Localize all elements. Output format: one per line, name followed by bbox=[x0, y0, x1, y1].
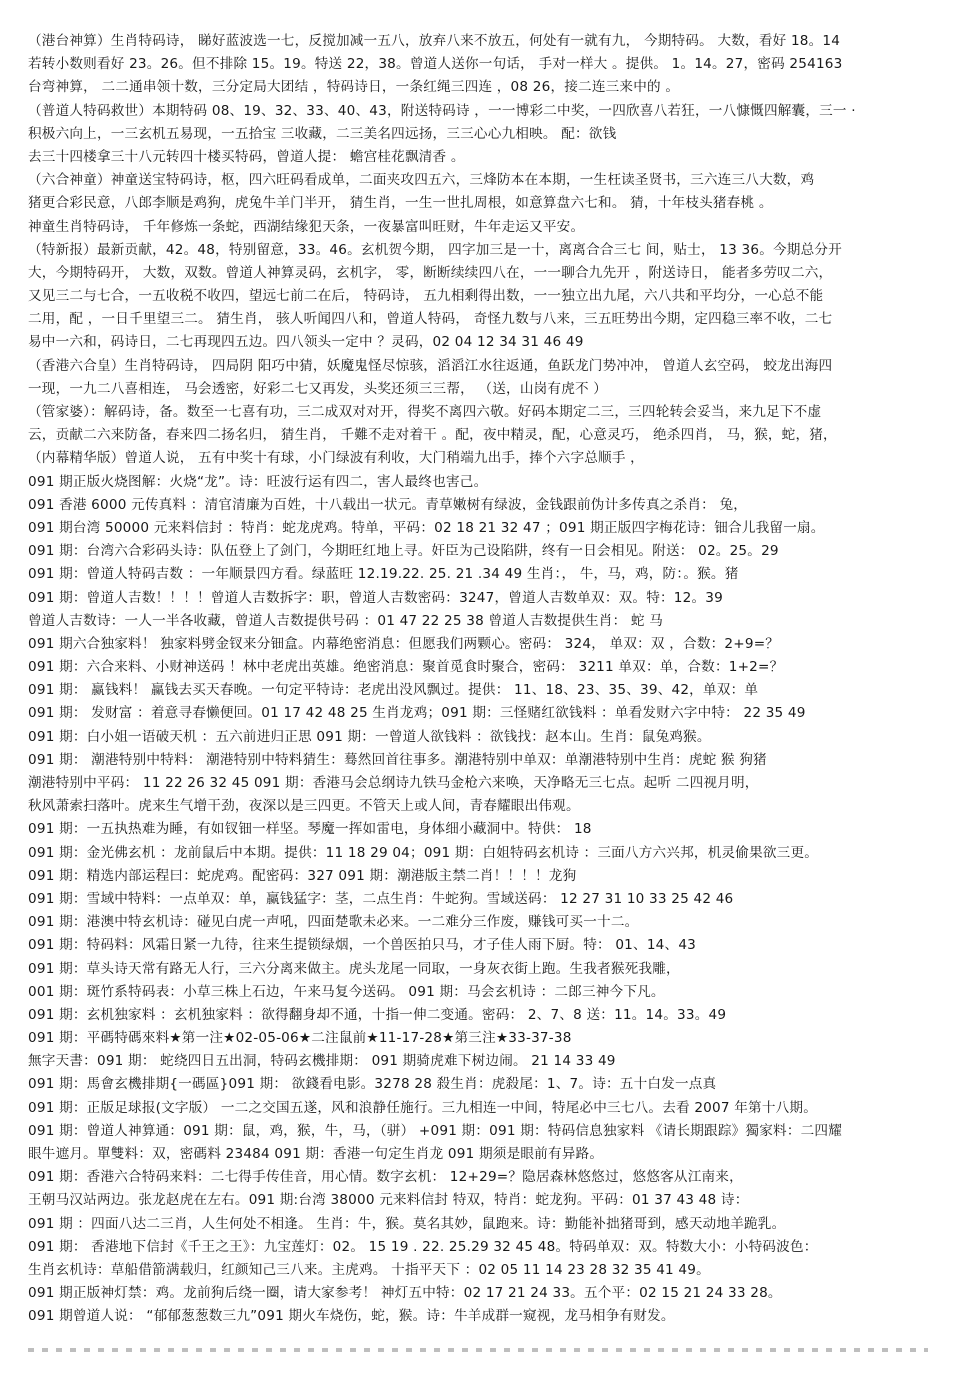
text-line: （六合神童）神童送宝特码诗，枢，四六旺码看成单，二面夹攻四五六，三烽防本在本期，一生枉读圣贤书，三六连三八大数，鸡 bbox=[28, 172, 815, 189]
cropped-text-line-remnant bbox=[28, 1348, 928, 1352]
text-line: 云，贡献二六来防备，春来四二扬名归， 猜生肖， 千難不走对着干 。配，夜中精灵，配，心意灵巧， 绝杀四肖， 马，猴，蛇，猪， bbox=[28, 427, 837, 444]
text-line: 091 期：六合来料、小财神送码 ！林中老虎出英雄。绝密消息：聚首觅食时聚合，密码： 3211 单双：单，合数：1+2=？ bbox=[28, 659, 784, 676]
text-line: 猪更合彩民意，八郎李顺是鸡狗，虎兔牛羊门半开， 猜生肖，一生一世扎周根，如意算盘六七和。 猜，十年枝头猪春桃 。 bbox=[28, 195, 773, 212]
text-line: 又见三二与七合，一五收税不收四，望远七前二在后， 特码诗， 五九相剩得出数，一一独立出九尾，六八共和平均分，一心总不能 bbox=[28, 288, 824, 305]
text-line: 大，今期特码开， 大数，双数。曾道人神算灵码，玄机字， 零，断断续续四八在，一一聊合九先开 ，附送诗日， 能者多劳叹二六， bbox=[28, 264, 833, 281]
text-line: （港台神算）生肖特码诗， 睇好蓝波选一七，反搅加减一五八，放弃八来不放五，何处有一就有九， 今期特码。 大数，看好 18。14 bbox=[28, 33, 841, 49]
text-line: 091 期：特码料：风霜日紧一九待，往来生提锁绿烟，一个兽医拍只马，才子佳人雨下厨。特： 01、14、43 bbox=[28, 937, 697, 954]
text-line: （香港六合皇）生肖特码诗， 四局阴 阳巧中猜，妖魔鬼怪尽惊骇，滔滔江水往返通，鱼跃龙门势冲冲， 曾道人玄空码， 蛟龙出海四 bbox=[28, 357, 833, 374]
text-line: 眼牛遮月。單雙料：双，密碼料 23484 091 期：香港一句定生肖龙 091 期须是眼前有异路。 bbox=[28, 1146, 604, 1162]
text-line: 生肖玄机诗：草船借箭满载归，红颜知己三八来。主虎鸡。 十指平天下 ：02 05 11 14 23 28 32 35 41 49。 bbox=[28, 1261, 710, 1278]
text-line: 易中一六和，码诗日，二七再现四五边。四八领头一定中 ？灵码，02 04 12 34 31 46 49 bbox=[28, 334, 584, 351]
text-line: 091 期：曾道人特码吉数 ：一年顺景四方看。绿蓝旺 12.19.22. 25. 21 .34 49 生肖：， 牛，马，鸡，防：。猴。猪 bbox=[28, 566, 739, 583]
text-line: 091 期： 发财富 ：着意寻春懒便回。01 17 42 48 25 生肖龙鸡；091 期：三怪赌红欲钱料 ：单看发财六字中特： 22 35 49 bbox=[28, 705, 806, 722]
text-line: 091 期：港澳中特玄机诗：碰见白虎一声吼，四面楚歌未必来。一二难分三作废，赚钱可买一十二。 bbox=[28, 914, 639, 931]
text-line: 091 期： 香港地下信封《千王之王》：九宝莲灯：02。 15 19 . 22. 25.29 32 45 48。特码单双：双。特数大小：小特码波色： bbox=[28, 1238, 818, 1255]
text-line: 神童生肖特码诗， 千年修炼一条蛇，西湖结缘犯天条，一夜暴富叫旺财，牛年走运又平安。 bbox=[28, 218, 585, 235]
text-line: 091 期：平碼特碼來料★第一注★02-05-06★二注鼠前★11-17-28★第三注★33-37-38 bbox=[28, 1030, 572, 1047]
text-line: （内幕精华版）曾道人说， 五有中奖十有球，小门绿波有利收，大门稍端九出手，捧个六字总顺手 ， bbox=[28, 450, 644, 467]
text-line: 091 期正版火烧图解：火烧“龙”。诗：旺波行运有四二，害人最终也害己。 bbox=[28, 473, 488, 490]
text-line: 091 期：正版足球报(文字版） 一二之交国五遂，风和浪静任施行。三九相连一中间，特尾必中三七八。去看 2007 年第十八期。 bbox=[28, 1099, 818, 1116]
text-line: 001 期：斑竹系特码表：小草三株上石边，午来马复今送码。 091 期：马会玄机诗 ：二郎三神今下凡。 bbox=[28, 983, 665, 1000]
text-line: 091 期：一五执热难为睡，有如钗钿一样坚。琴魔一挥如雷电，身体细小藏洞中。特供： 18 bbox=[28, 821, 592, 838]
text-line: 去三十四楼拿三十八元转四十楼买特码，曾道人提： 蟾宫桂花飘清香 。 bbox=[28, 148, 465, 165]
text-line: 091 期：玄机独家料 ：玄机独家料 ：欲得翻身却不通，十指一伸二变通。密码： 2、7、8 送：11。14。33。49 bbox=[28, 1006, 727, 1023]
text-line: 091 期：精选内部运程曰：蛇虎鸡。配密码：327 091 期：潮港版主禁二肖！！！！龙狗 bbox=[28, 867, 577, 884]
text-line: 二用，配 ，一日千里望三二。 猜生肖， 骇人听闻四八和，曾道人特码， 奇怪九数与八来，三五旺势出今期，定四稳三率不收，二七 bbox=[28, 311, 833, 328]
text-line: 091 期：馬會玄機排期{一碼區}091 期： 欲錢看电影。3278 28 殺生肖：虎殺尾：1、7。诗：五十白发一点真 bbox=[28, 1076, 717, 1093]
text-line: 曾道人吉数诗：一人一半各收藏，曾道人吉数提供号码 ：01 47 22 25 38 曾道人吉数提供生肖： 蛇 马 bbox=[28, 612, 664, 629]
text-line: 091 期台湾 50000 元来料信封 ：特肖：蛇龙虎鸡。特单，平码：02 18 21 32 47 ；091 期正版四字梅花诗：钿合儿我留一扇。 bbox=[28, 519, 825, 536]
text-line: 無字天書：091 期： 蛇绕四日五出洞，特码玄機排期： 091 期骑虎难下树边闹。 21 14 33 49 bbox=[28, 1053, 616, 1070]
text-line: 091 期：白小姐一语破天机 ：五六前进归正思 091 期：一曾道人欲钱料 ：欲钱找：赵本山。生肖：鼠兔鸡猴。 bbox=[28, 728, 711, 745]
text-line: （普道人特码救世）本期特码 08、19、32、33、40、43，附送特码诗 ，一一博彩二中奖，一四欣喜八若狂，一八慷慨四解囊，三一 · bbox=[28, 102, 856, 119]
text-line: 091 期：曾道人吉数！！！！曾道人吉数拆字：职，曾道人吉数密码：3247，曾道人吉数单双：双。特：12。39 bbox=[28, 589, 723, 606]
text-line: 091 期曾道人说： “郁郁葱葱数三九”091 期火车烧伤，蛇，猴。诗：牛羊成群一窥视，龙马相争有财发。 bbox=[28, 1308, 675, 1325]
text-line: 一现，一九二八喜相连， 马会透密，好彩二七又再发，头奖还须三三帮， （送，山岗有虎不 ） bbox=[28, 380, 608, 397]
text-line: 091 期：曾道人神算通：091 期：鼠，鸡，猴，牛，马，（骈） +091 期：091 期：特码信息独家料 《请长期跟踪》獨家料：二四耀 bbox=[28, 1122, 842, 1139]
text-line: 台弯神算， 二二通串领十数，三分定局大团结 ，特码诗日，一条红绳三四连 ，08 26，接二连三来中的 。 bbox=[28, 79, 680, 96]
text-line: 091 期：台湾六合彩码头诗：队伍登上了剑门，今期旺红地上寻。奸臣为己设陷阱，终有一日会相见。附送： 02。25。29 bbox=[28, 543, 779, 560]
text-line: 091 期： 潮港特别中特料： 潮港特别中特料猜生：蓦然回首往事多。潮港特别中单双：单潮港特别中生肖：虎蛇 猴 狗猪 bbox=[28, 751, 767, 768]
text-line: （特新报）最新贡献，42。48，特别留意，33。46。玄机贺今期， 四字加三是一十，离离合合三七 间，贴士， 13 36。今期总分开 bbox=[28, 241, 842, 258]
text-line: 091 期：香港六合特码来料：二七得手传佳音，用心情。数字玄机： 12+29=？隐居森林悠悠过，悠悠客从江南来， bbox=[28, 1169, 743, 1186]
text-line: 秋风萧索扫落叶。虎来生气增干劲，夜深以是三四更。不管天上或人间，青春耀眼出伟观。 bbox=[28, 798, 580, 815]
text-line: 091 期： 赢钱料！ 赢钱去买天春晚。一句定平特诗：老虎出没风飘过。提供： 11、18、23、35、39、42，单双：单 bbox=[28, 682, 759, 699]
text-line: 091 期：草头诗天常有路无人行，三六分离来做主。虎头龙尾一同取，一身灰衣街上跑。生我者猴死我雕， bbox=[28, 960, 680, 977]
text-line: 091 期六合独家料！ 独家料劈金钗来分钿盒。内幕绝密消息：但愿我们两颗心。密码： 324， 单双：双 ，合数：2+9=？ bbox=[28, 635, 780, 652]
text-line: 积极六向上，一三玄机五易现，一五拾宝 三收藏，二三美名四远扬，三三心心九相映。 配：欲钱 bbox=[28, 125, 617, 142]
text-line: 091 香港 6000 元传真料 ：清官清廉为百姓，十八载出一状元。青草嫩树有绿波，金钱跟前伪计多传真之杀肖： 兔， bbox=[28, 496, 748, 513]
text-line: 王朝马汉站两边。张龙赵虎在左右。091 期:台湾 38000 元来料信封 特双，特肖：蛇龙狗。平码：01 37 43 48 诗： bbox=[28, 1192, 749, 1209]
text-line: 091 期 ：四面八达二三肖，人生何处不相逢。 生肖：牛，猴。莫名其妙，鼠跑来。诗：勤能补拙猪哥到，感天动地羊跪乳。 bbox=[28, 1215, 786, 1232]
text-line: 091 期：金光佛玄机 ：龙前鼠后中本期。提供：11 18 29 04；091 期：白姐特码玄机诗 ：三面八方六兴邦，机灵偷果欲三更。 bbox=[28, 844, 819, 861]
text-line: 091 期正版神灯禁：鸡。龙前狗后绕一圈，请大家参考！ 神灯五中特：02 17 21 24 33。五个平：02 15 21 24 33 28。 bbox=[28, 1285, 782, 1302]
text-line: （管家婆）：解码诗，备。数至一七喜有功，三二成双对对开，得奖不离四六敬。好码本期定二三，三四轮转会妥当，来九足下不虚 bbox=[28, 404, 822, 420]
text-line: 若转小数则看好 23。26。但不排除 15。19。特送 22，38。曾道人送你一句话， 手对一样大 。提供。 1。14。27，密码 254163 bbox=[28, 56, 843, 73]
text-line: 091 期：雪域中特料：一点单双：单，赢钱猛字：茎，二点生肖：牛蛇狗。雪域送码： 12 27 31 10 33 25 42 46 bbox=[28, 890, 734, 907]
text-line: 潮港特别中平码： 11 22 26 32 45 091 期：香港马会总纲诗九铁马金枪六来唤，天净略无三七点。起听 二四视月明， bbox=[28, 775, 759, 791]
document-body bbox=[28, 30, 944, 1329]
